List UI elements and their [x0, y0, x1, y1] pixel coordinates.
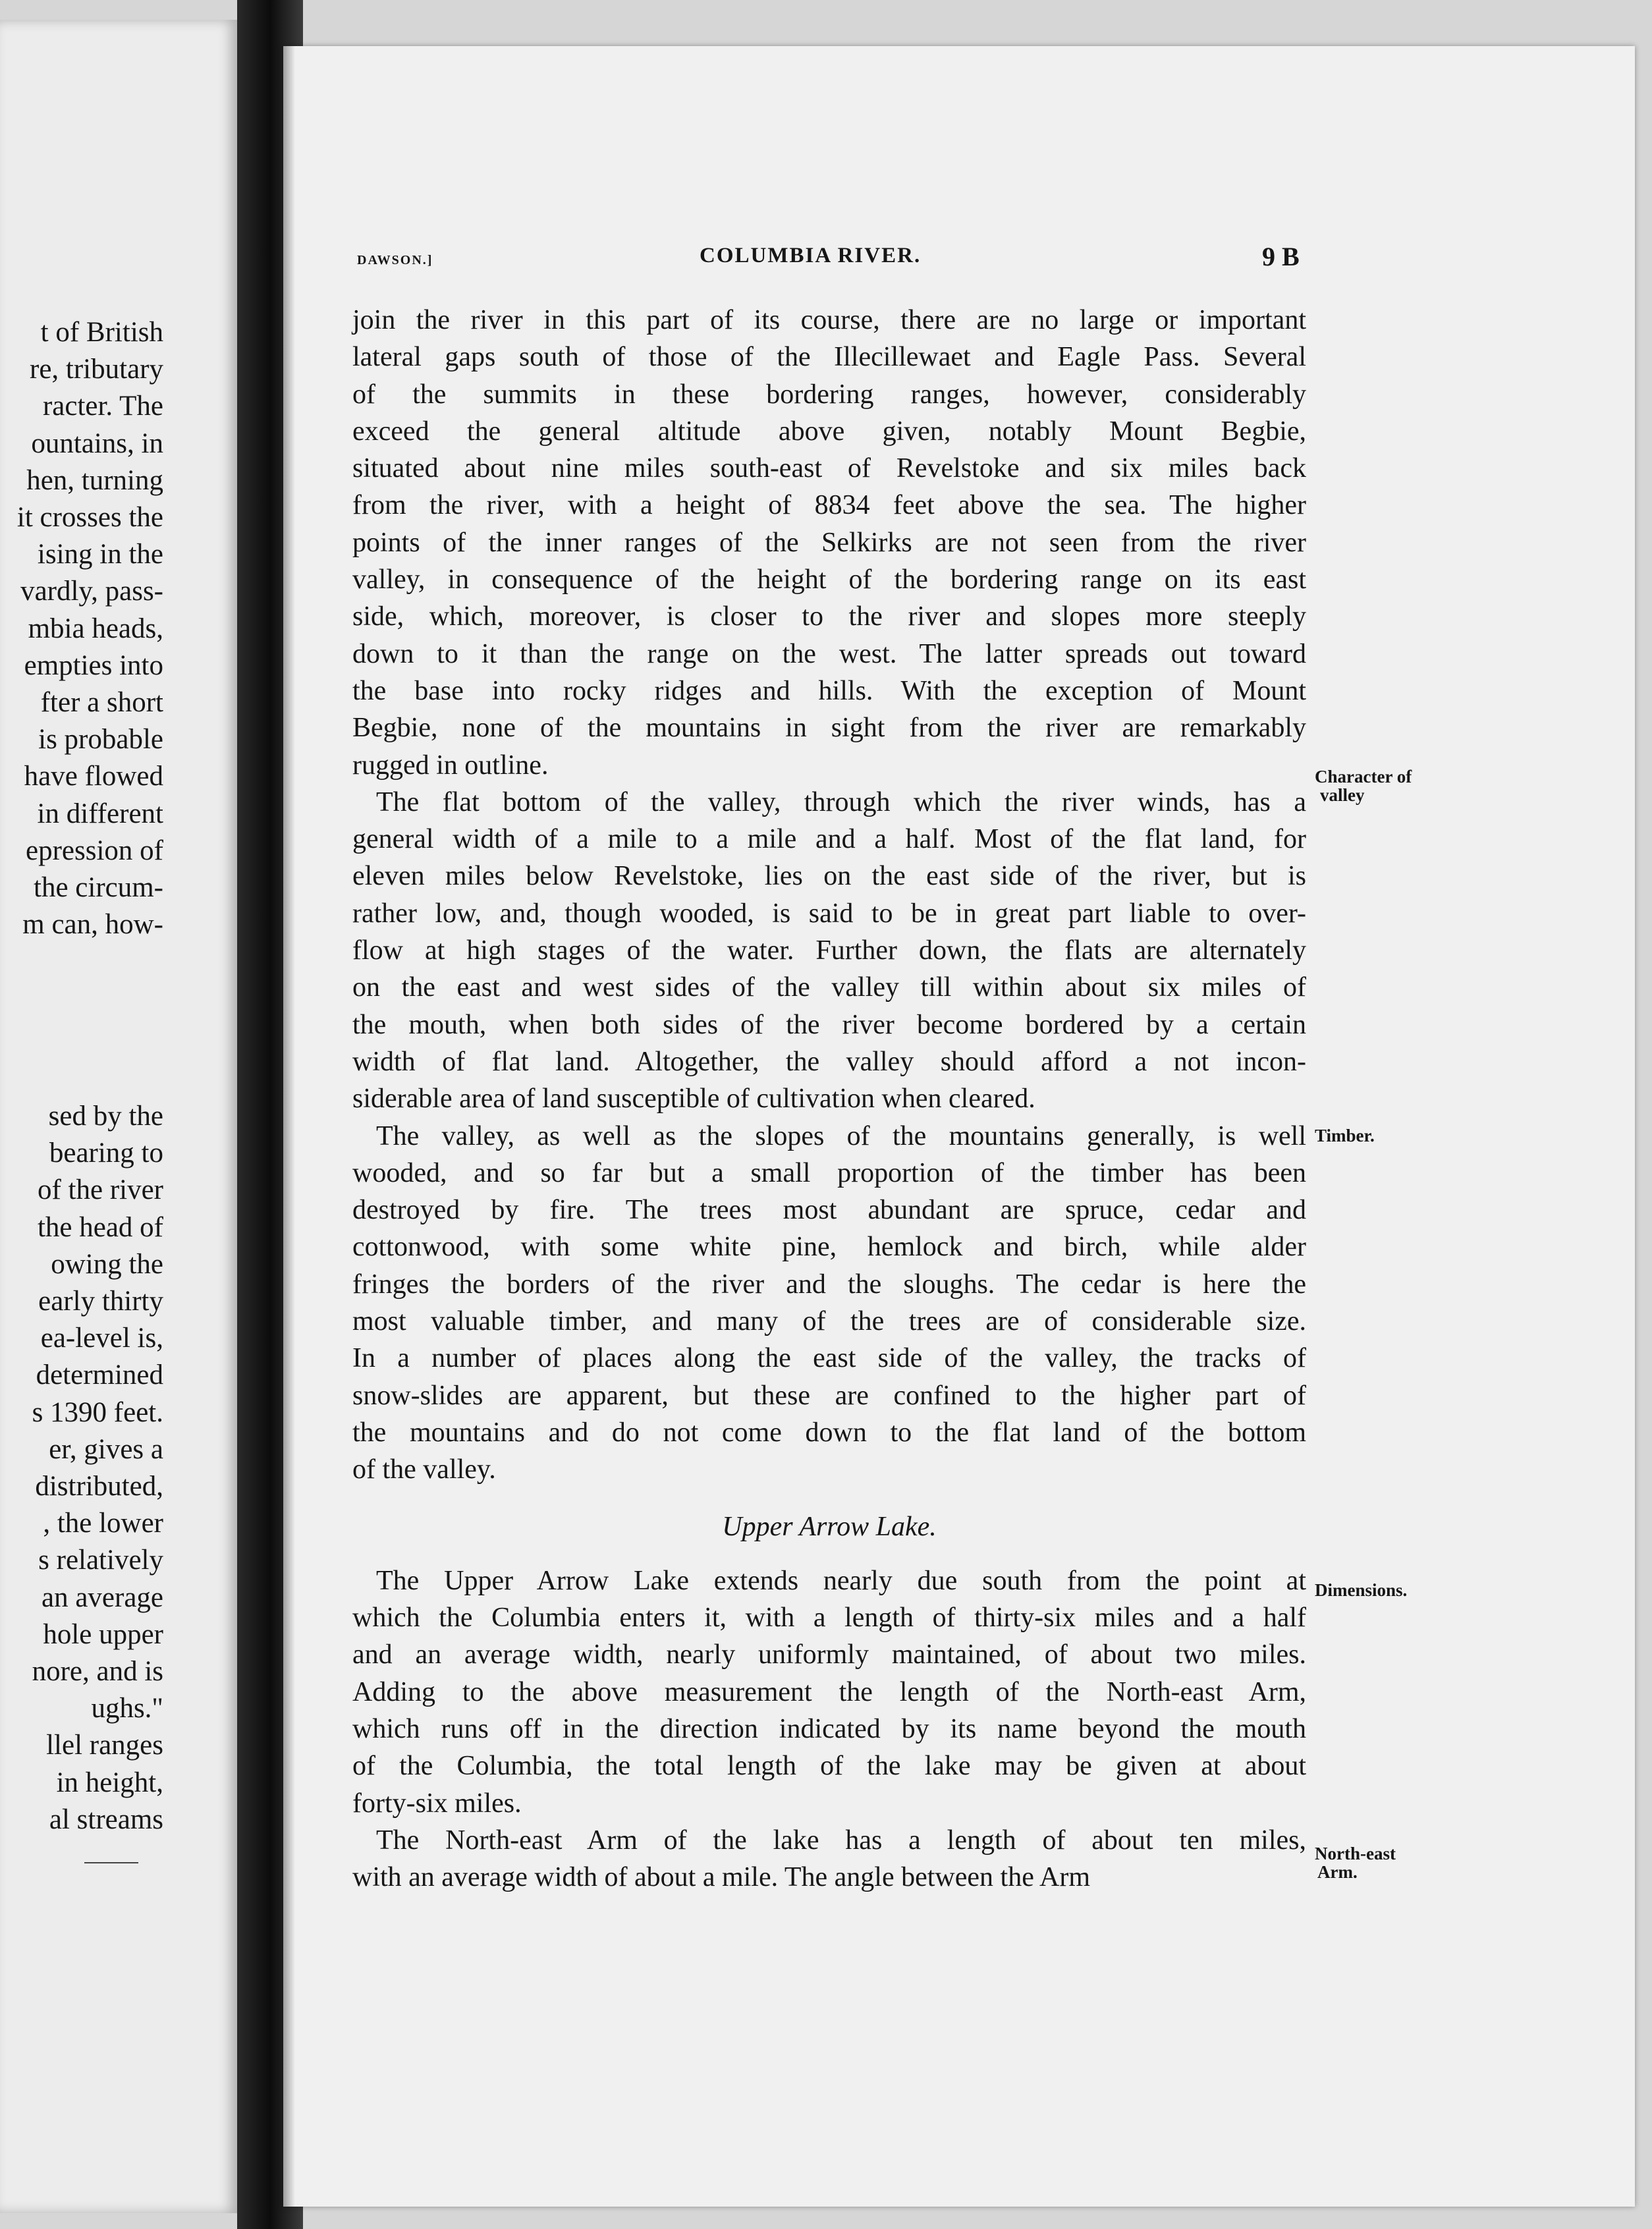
text-line: valley, in consequence of the height of the bordering range on its east — [352, 564, 1306, 595]
text-line: on the east and west sides of the valley till within about six miles of — [352, 972, 1306, 1003]
left-page-text-bottom — [32, 1098, 163, 1838]
left-page-line: empties into — [24, 649, 163, 681]
margin-note-north-east-arm — [1315, 1844, 1460, 1881]
left-page-line: owing the — [51, 1248, 163, 1280]
text-line: side, which, moreover, is closer to the river and slopes more steeply — [352, 601, 1306, 632]
body-text — [352, 302, 1306, 1896]
left-page-line: epression of — [26, 835, 163, 866]
text-line: The valley, as well as the slopes of the mountains generally, is well — [376, 1120, 1306, 1151]
left-page-line: fter a short — [40, 687, 163, 719]
paragraph-mountains — [352, 302, 1306, 784]
text-line: snow-slides are apparent, but these are confined to the higher part of — [352, 1380, 1306, 1411]
left-page-line: in different — [37, 798, 163, 829]
paragraph-north-east-arm — [352, 1822, 1306, 1896]
text-line: forty-six miles. — [352, 1788, 522, 1819]
left-page-line: in height, — [56, 1767, 163, 1798]
margin-note-line: Arm. — [1317, 1862, 1358, 1882]
text-line: rugged in outline. — [352, 750, 549, 781]
left-page-line: re, tributary — [30, 354, 163, 385]
left-page-line: determined — [36, 1360, 163, 1391]
left-page-line: of the river — [37, 1174, 163, 1206]
text-line: Adding to the above measurement the length of the North-east Arm, — [352, 1676, 1306, 1707]
margin-note-line: North-east — [1315, 1844, 1396, 1863]
page-number: 9 B — [1262, 242, 1300, 271]
text-line: cottonwood, with some white pine, hemlock and birch, while alder — [352, 1232, 1306, 1263]
text-line: siderable area of land susceptible of cultivation when cleared. — [352, 1084, 1035, 1114]
left-page-line: have flowed — [24, 761, 163, 792]
left-page-line: llel ranges — [46, 1730, 163, 1761]
left-page-line: al streams — [49, 1803, 163, 1835]
text-line: of the Columbia, the total length of the lake may be given at about — [352, 1751, 1306, 1782]
text-line: which runs off in the direction indicated by its name beyond the mouth — [352, 1713, 1306, 1744]
left-page-line: is probable — [38, 724, 163, 756]
text-line: situated about nine miles south-east of Revelstoke and six miles back — [352, 453, 1306, 484]
left-page-line: vardly, pass- — [20, 576, 163, 607]
left-page-line: er, gives a — [49, 1433, 163, 1465]
text-line: flow at high stages of the water. Further down, the flats are alternately — [352, 935, 1306, 966]
left-page-line: ountains, in — [31, 427, 163, 459]
text-line: The North-east Arm of the lake has a length of about ten miles, — [376, 1825, 1306, 1856]
text-line: and an average width, nearly uniformly maintained, of about two miles. — [352, 1639, 1306, 1670]
left-page-line: ughs." — [91, 1693, 163, 1724]
left-page-line: bearing to — [49, 1138, 163, 1169]
left-page-line: ea-level is, — [40, 1323, 163, 1354]
text-line: general width of a mile to a mile and a half. Most of the flat land, for — [352, 824, 1306, 855]
margin-note-line: Character of — [1315, 767, 1412, 786]
margin-note-dimensions — [1315, 1581, 1460, 1599]
left-page-line: it crosses the — [16, 502, 163, 534]
left-page-line: the head of — [37, 1211, 163, 1243]
running-head — [283, 244, 1635, 281]
text-line: rather low, and, though wooded, is said to be in great part liable to over- — [352, 898, 1306, 929]
left-facing-page — [0, 20, 237, 2213]
running-head-title: COLUMBIA RIVER. — [700, 244, 922, 267]
margin-note-line: Dimensions. — [1315, 1580, 1408, 1600]
text-line: most valuable timber, and many of the trees are of considerable size. — [352, 1306, 1306, 1337]
left-page-line: t of British — [40, 317, 163, 348]
paragraph-valley-bottom — [352, 784, 1306, 1118]
text-line: wooded, and so far but a small proportion of the timber has been — [352, 1157, 1306, 1188]
text-line: lateral gaps south of those of the Illecillewaet and Eagle Pass. Several — [352, 342, 1306, 373]
left-page-line: sed by the — [48, 1101, 163, 1132]
text-line: In a number of places along the east side of the valley, the tracks of — [352, 1343, 1306, 1374]
footnote-rule — [84, 1862, 138, 1863]
left-page-line: s relatively — [38, 1545, 163, 1576]
left-page-text-top — [17, 314, 163, 943]
left-page-line: racter. The — [42, 391, 163, 422]
running-head-author: DAWSON.] — [357, 253, 433, 267]
text-line: destroyed by fire. The trees most abundant are spruce, cedar and — [352, 1195, 1306, 1226]
left-page-line: m can, how- — [22, 909, 163, 941]
left-page-line: an average — [41, 1582, 163, 1613]
margin-note-line: valley — [1320, 785, 1365, 805]
text-line: the mountains and do not come down to the flat land of the bottom — [352, 1417, 1306, 1448]
text-line: Begbie, none of the mountains in sight from the river are remarkably — [352, 713, 1306, 744]
left-page-line: ising in the — [37, 539, 163, 570]
left-page-line: s 1390 feet. — [32, 1396, 163, 1428]
margin-note-timber — [1315, 1126, 1460, 1145]
section-heading: Upper Arrow Lake. — [722, 1511, 937, 1542]
text-line: which the Columbia enters it, with a length of thirty-six miles and a half — [352, 1603, 1306, 1634]
paragraph-timber — [352, 1118, 1306, 1489]
left-page-line: the circum- — [34, 872, 163, 904]
text-line: of the summits in these bordering ranges, however, considerably — [352, 379, 1306, 410]
left-page-line: mbia heads, — [28, 613, 163, 644]
paragraph-lake-dimensions — [352, 1562, 1306, 1822]
text-line: exceed the general altitude above given, notably Mount Begbie, — [352, 416, 1306, 447]
margin-note-character-of-valley — [1315, 767, 1460, 804]
left-page-line: distributed, — [35, 1471, 163, 1502]
text-line: points of the inner ranges of the Selkirks are not seen from the river — [352, 527, 1306, 558]
text-line: the mouth, when both sides of the river become bordered by a certain — [352, 1009, 1306, 1040]
text-line: the base into rocky ridges and hills. With the exception of Mount — [352, 675, 1306, 706]
margin-note-line: Timber. — [1315, 1126, 1375, 1145]
text-line: join the river in this part of its course, there are no large or important — [352, 305, 1306, 335]
text-line: The Upper Arrow Lake extends nearly due south from the point at — [376, 1565, 1306, 1596]
text-line: of the valley. — [352, 1454, 496, 1485]
text-line: with an average width of about a mile. The angle between the Arm — [352, 1862, 1091, 1893]
left-page-line: , the lower — [43, 1508, 163, 1539]
text-line: eleven miles below Revelstoke, lies on the east side of the river, but is — [352, 861, 1306, 892]
text-line: fringes the borders of the river and the sloughs. The cedar is here the — [352, 1269, 1306, 1300]
right-page — [283, 46, 1635, 2207]
text-line: from the river, with a height of 8834 feet above the sea. The higher — [352, 490, 1306, 521]
left-page-line: hen, turning — [26, 464, 163, 496]
left-page-line: hole upper — [43, 1618, 163, 1650]
text-line: The flat bottom of the valley, through which the river winds, has a — [376, 786, 1306, 817]
text-line: width of flat land. Altogether, the valley should afford a not incon- — [352, 1046, 1306, 1077]
left-page-line: nore, and is — [32, 1656, 163, 1688]
text-line: down to it than the range on the west. The latter spreads out toward — [352, 638, 1306, 669]
left-page-line: early thirty — [38, 1286, 163, 1317]
